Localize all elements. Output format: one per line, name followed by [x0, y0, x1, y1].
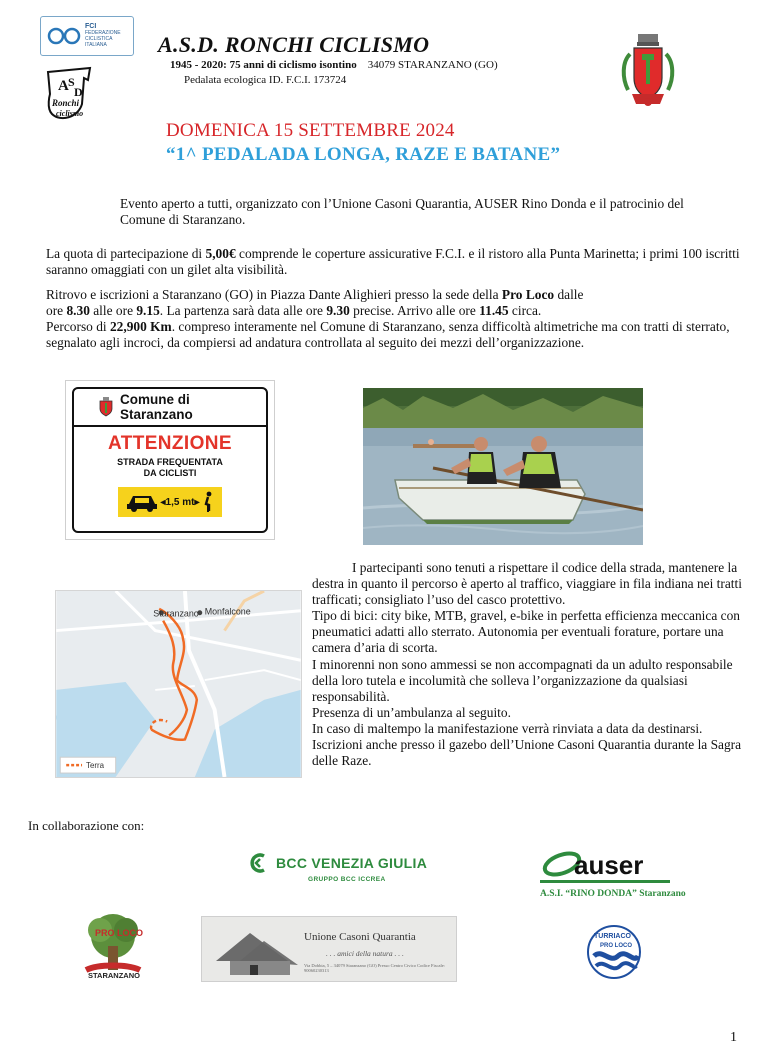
rule-item: I partecipanti sono tenuti a rispettare il codice della strada, mantenere la destra in quanto il percorso è aperto al traffico, viaggiare in fila indiana nei tratti trafficati; consigliato l’uso del casco protettivo.: [312, 560, 742, 608]
auser-logo: [540, 844, 670, 884]
bicycle-logo-icon: [47, 25, 81, 47]
svg-text:PRO LOCO: PRO LOCO: [600, 943, 633, 949]
svg-text:A: A: [58, 78, 69, 94]
svg-text:D: D: [74, 85, 83, 99]
municipal-crest-icon: [98, 397, 114, 417]
sign-header: Comune di Staranzano: [74, 389, 266, 427]
route-map: [55, 590, 302, 778]
svg-text:Ronchi: Ronchi: [52, 98, 80, 108]
svg-text:PRO LOCO: PRO LOCO: [95, 928, 144, 938]
auser-caption: A.S.I. “RINO DONDA” Staranzano: [540, 889, 686, 899]
casone-hut-icon: [210, 921, 306, 981]
sign-warning: ATTENZIONE: [108, 433, 232, 454]
club-name: A.S.D. RONCHI CICLISMO: [158, 32, 430, 57]
rule-item: Presenza di un’ambulanza al seguito.: [312, 704, 511, 720]
unione-casoni-quarantia-logo: Unione Casoni Quarantia . . . amici della natura . . . Via Dobbia, 5 – 34079 Staranzano (GO) Presso Centro Civico Codice Fiscale: 90060230313: [201, 916, 457, 982]
sign-text: STRADA FREQUENTATA DA CICLISTI: [117, 457, 223, 478]
sign-distance: ◂1,5 mt▸: [160, 496, 200, 508]
sign-distance-panel: [118, 487, 222, 517]
event-title: “1^ PEDALADA LONGA, RAZE E BATANE”: [166, 144, 561, 165]
rule-item: In caso di maltempo la manifestazione verrà rinviata a data da destinarsi.: [312, 720, 703, 736]
rule-item: I minorenni non sono ammessi se non accompagnati da un adulto responsabile della loro tutela e incolumità che solleva l’organizzazione da qualsiasi responsabilità.: [312, 656, 733, 704]
map-label-monfalcone: Monfalcone: [204, 606, 251, 617]
car-icon: [125, 492, 159, 512]
fci-logo: [40, 16, 134, 56]
event-date: DOMENICA 15 SETTEMBRE 2024: [166, 120, 455, 141]
map-legend-terra: Terra: [85, 761, 105, 771]
map-label-staranzano: Staranzano: [153, 608, 199, 619]
rowing-boat-photo: [363, 388, 643, 545]
bcc-mark-icon: [248, 852, 270, 874]
rules-paragraph: [312, 560, 752, 769]
bcc-venezia-giulia-logo: BCC VENEZIA GIULIA GRUPPO BCC ICCREA: [248, 852, 428, 886]
svg-text:ciclismo: ciclismo: [56, 109, 84, 118]
staranzano-crest: [620, 32, 676, 118]
pedalata-id: Pedalata ecologica ID. F.C.I. 173724: [184, 74, 347, 86]
ritrovo-paragraph: Ritrovo e iscrizioni a Staranzano (GO) in Piazza Dante Alighieri presso la sede della Pro Loco dalle ore 8.30 alle ore 9.15. La partenza sarà data alle ore 9.30 precise. Arrivo alle ore 11.45 circa. Percorso di 22,900 Km. compreso interamente nel Comune di Staranzano, senza difficoltà altimetriche ma con tratti di sterrato, segnalato agli incroci, da compiersi ad andatura controllata al seguito dei mezzi dell’organizzazione.: [46, 287, 730, 350]
fci-logo-text: FCI FEDERAZIONE CICLISTICA ITALIANA: [85, 23, 121, 48]
svg-text:auser: auser: [574, 850, 644, 880]
rule-item: Tipo di bici: city bike, MTB, gravel, e-bike in perfetta efficienza meccanica con pneumatici adatti allo sterrato. Autonomia per eventuali forature, portare una camera d’aria di scorta.: [312, 608, 740, 656]
cyclists-warning-sign: [65, 380, 275, 540]
collaboration-label: In collaborazione con:: [28, 818, 145, 833]
svg-text:TURRIACO: TURRIACO: [594, 933, 631, 940]
asd-ronchi-logo: [44, 64, 94, 126]
turriaco-proloco-logo: [586, 920, 642, 984]
cyclist-icon: [201, 491, 215, 513]
svg-text:STARANZANO: STARANZANO: [88, 971, 140, 980]
rule-item: Iscrizioni anche presso il gazebo dell’Unione Casoni Quarantia durante la Sagra delle Raze.: [312, 737, 742, 769]
svg-text:S: S: [68, 75, 75, 89]
proloco-staranzano-logo: [78, 908, 148, 982]
club-history: 1945 - 2020: 75 anni di ciclismo isontino 34079 STARANZANO (GO): [170, 59, 498, 71]
quota-paragraph: La quota di partecipazione di 5,00€ comprende le coperture assicurative F.C.I. e il ristoro alla Punta Marinetta; i primi 100 iscritti saranno omaggiati con un gilet alta visibilità.: [46, 246, 740, 277]
page-number: 1: [730, 1030, 737, 1045]
intro-paragraph: Evento aperto a tutti, organizzato con l’Unione Casoni Quarantia, AUSER Rino Donda e il patrocinio del Comune di Staranzano.: [120, 196, 684, 227]
